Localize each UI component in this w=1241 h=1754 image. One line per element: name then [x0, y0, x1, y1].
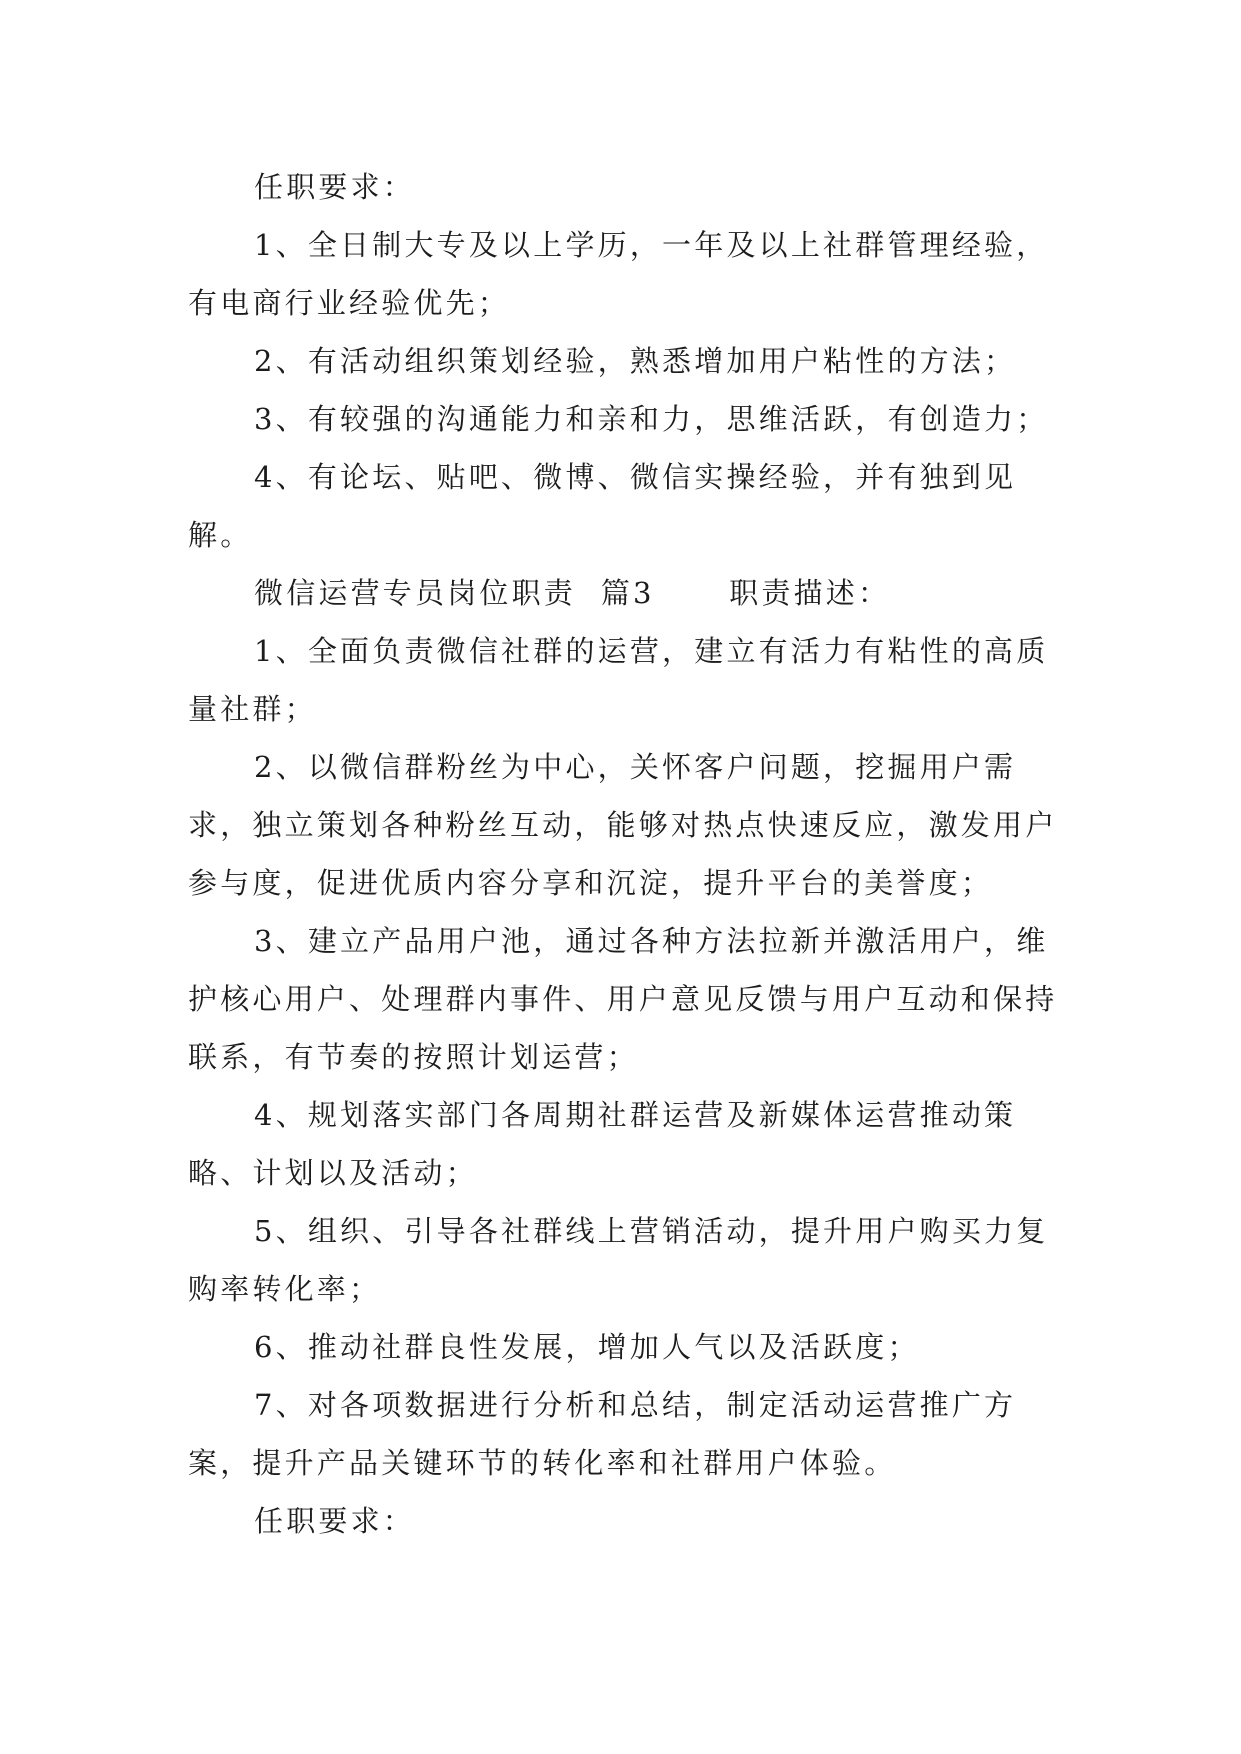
- paragraph-requirement-1: 1、全日制大专及以上学历，一年及以上社群管理经验，有电商行业经验优先；: [188, 228, 1049, 320]
- paragraph-requirements-heading-2: 任职要求：: [254, 1504, 416, 1538]
- paragraph-duty-5: 5、组织、引导各社群线上营销活动，提升用户购买力复购率转化率；: [188, 1214, 1049, 1306]
- paragraph-duty-1: 1、全面负责微信社群的运营，建立有活力有粘性的高质量社群；: [188, 634, 1049, 726]
- paragraph-duty-2: 2、以微信群粉丝为中心，关怀客户问题，挖掘用户需求，独立策划各种粉丝互动，能够对热点快速反应，激发用户参与度，促进优质内容分享和沉淀，提升平台的美誉度；: [188, 750, 1058, 900]
- paragraph-duty-7: 7、对各项数据进行分析和总结，制定活动运营推广方案，提升产品关键环节的转化率和社群用户体验。: [188, 1388, 1017, 1480]
- paragraph-duty-4: 4、规划落实部门各周期社群运营及新媒体运营推动策略、计划以及活动；: [188, 1098, 1017, 1190]
- paragraph-section-title: 微信运营专员岗位职责 篇3 职责描述：: [254, 576, 891, 610]
- paragraph-duty-6: 6、推动社群良性发展，增加人气以及活跃度；: [254, 1330, 920, 1364]
- paragraph-requirements-heading: 任职要求：: [254, 170, 416, 204]
- document-body: [188, 158, 1058, 1550]
- paragraph-requirement-3: 3、有较强的沟通能力和亲和力，思维活跃，有创造力；: [254, 402, 1049, 436]
- paragraph-duty-3: 3、建立产品用户池，通过各种方法拉新并激活用户，维护核心用户、处理群内事件、用户意见反馈与用户互动和保持联系，有节奏的按照计划运营；: [188, 924, 1058, 1074]
- paragraph-requirement-2: 2、有活动组织策划经验，熟悉增加用户粘性的方法；: [254, 344, 1017, 378]
- paragraph-requirement-4: 4、有论坛、贴吧、微博、微信实操经验，并有独到见解。: [188, 460, 1017, 552]
